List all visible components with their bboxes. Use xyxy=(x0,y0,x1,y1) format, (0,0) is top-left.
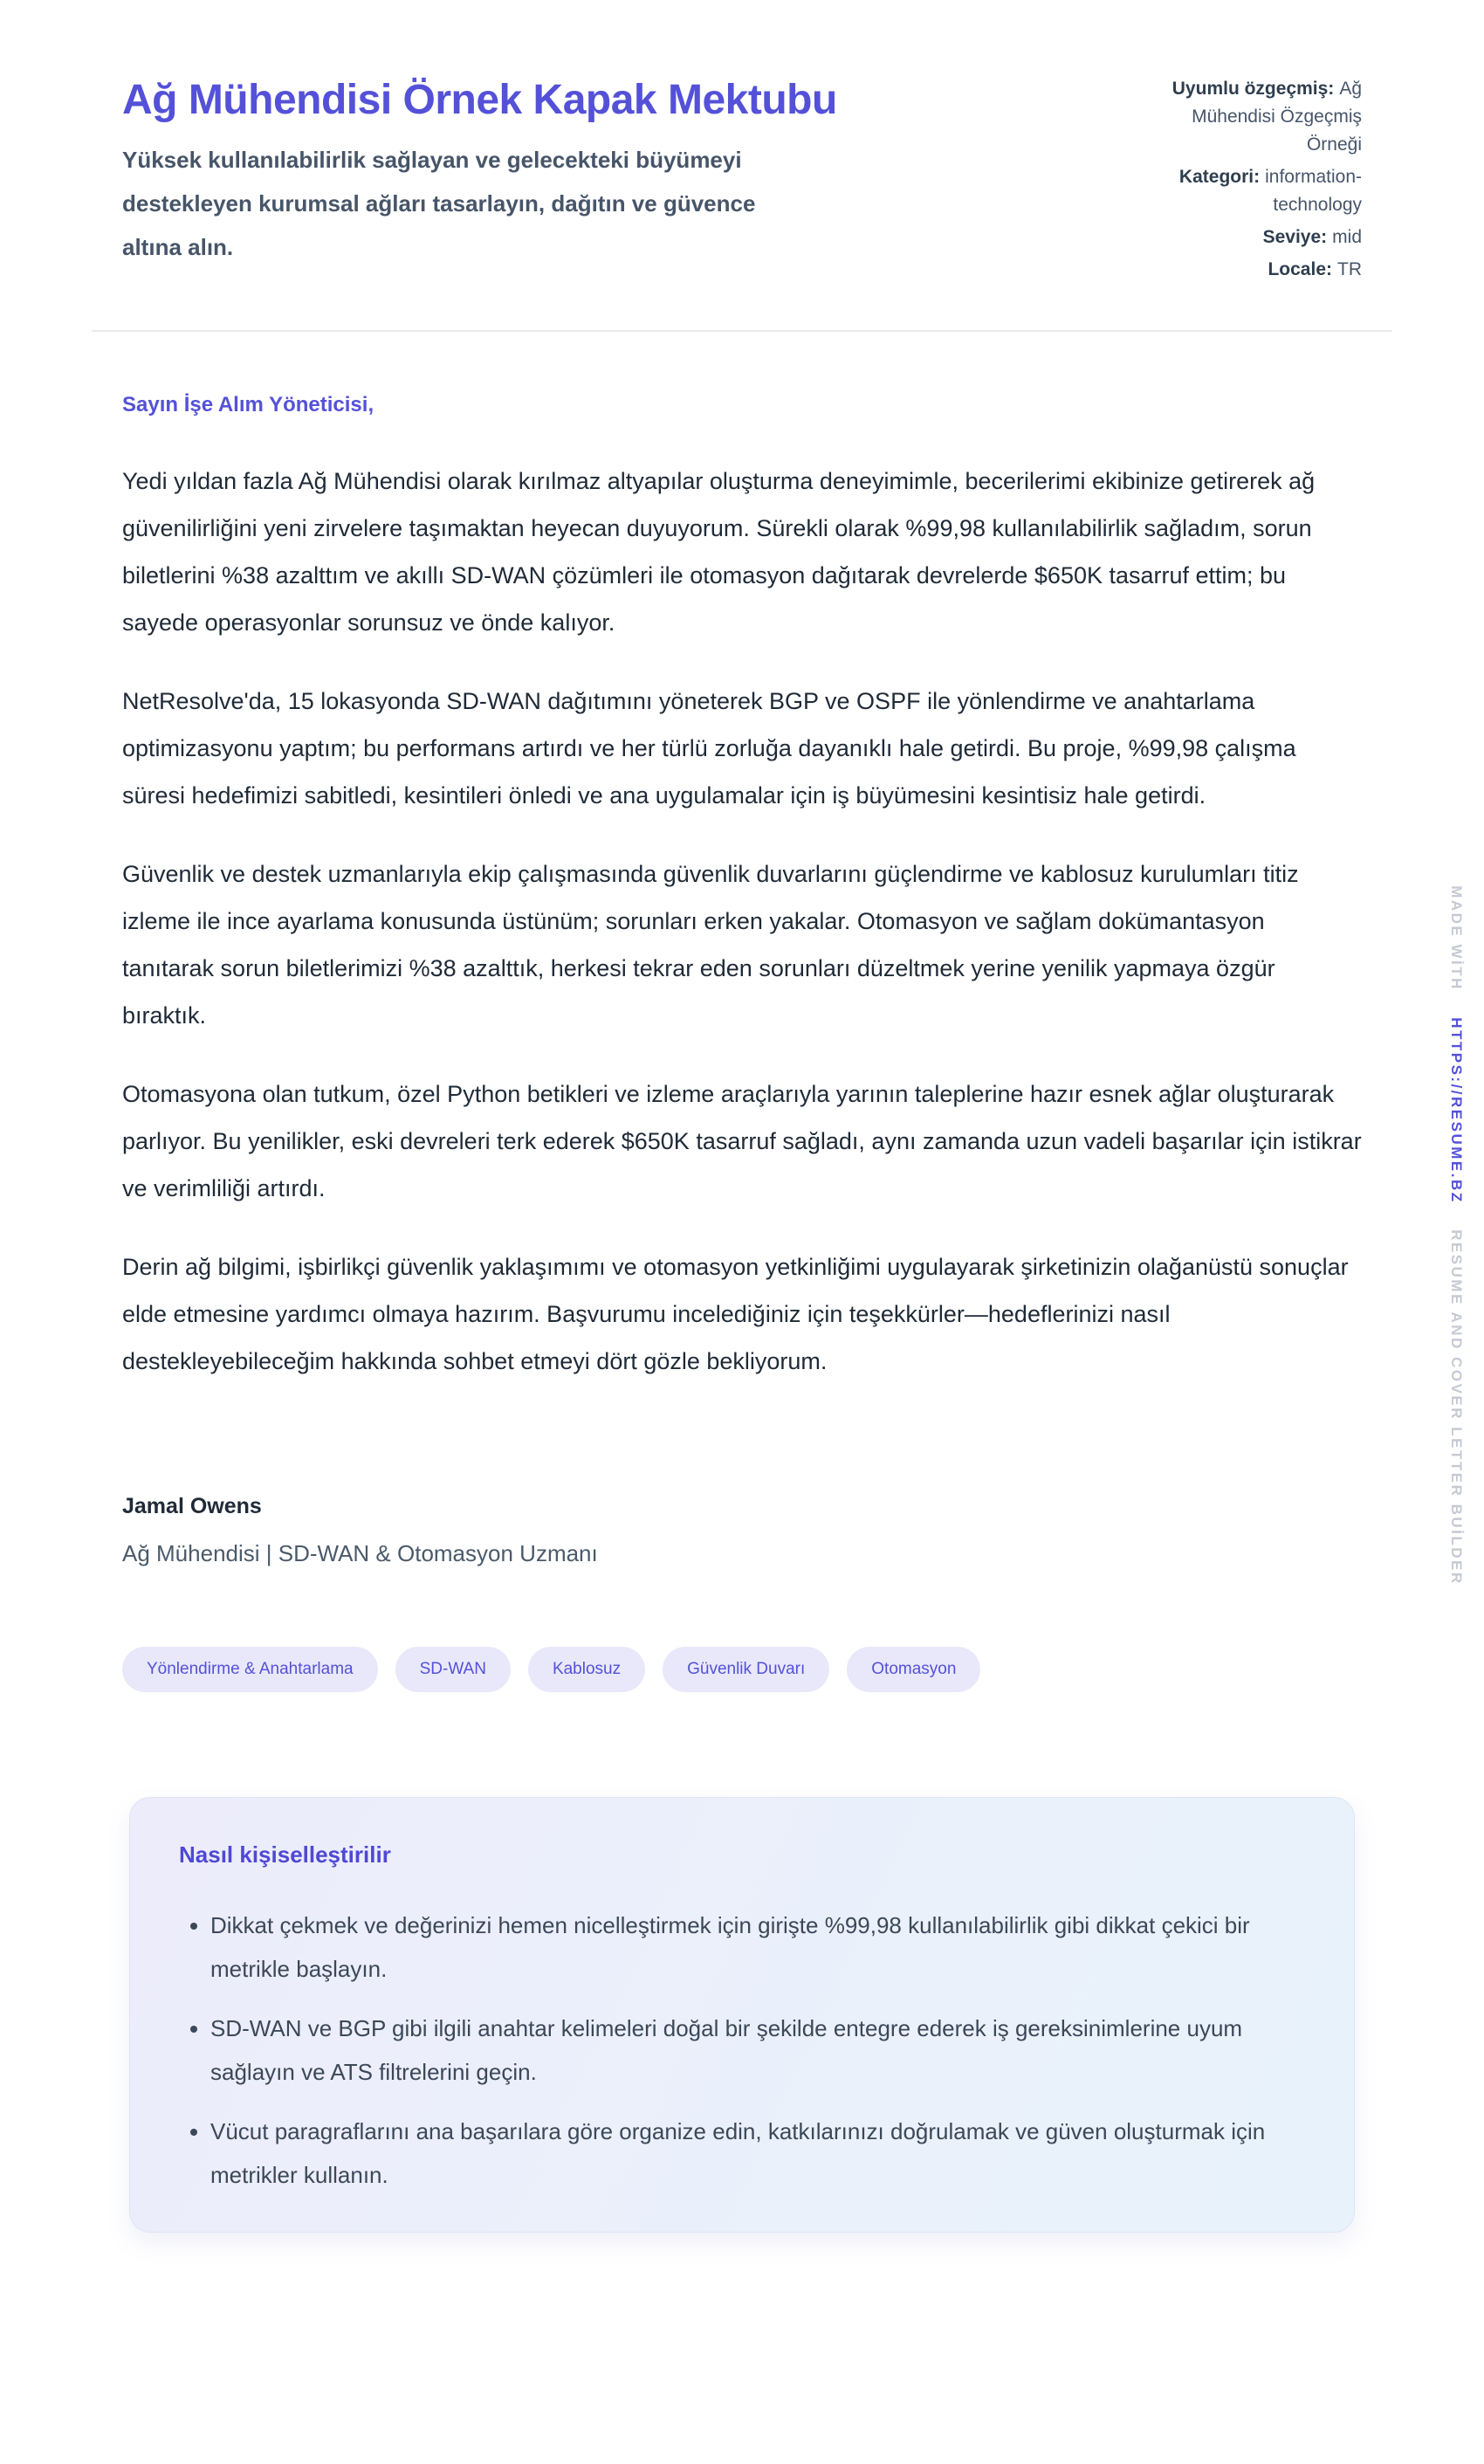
signature-block xyxy=(122,1483,1362,1577)
meta-panel xyxy=(1142,75,1362,288)
made-with-watermark xyxy=(1447,885,1465,1586)
skill-tags-row xyxy=(122,1647,1362,1692)
letter-paragraph-5: Derin ağ bilgimi, işbirlikçi güvenlik yaklaşımımı ve otomasyon yetkinliğimi uygulayarak şirketinizin olağanüstü sonuçlar elde etmesine yardımcı olmaya hazırım. Başvurumu incelediğiniz için teşekkürler—hedeflerinizi nasıl destekleyebileceğim hakkında sohbet etmeyi dört gözle bekliyorum. xyxy=(122,1254,1349,1374)
personalization-title: Nasıl kişiselleştirilir xyxy=(179,1841,391,1868)
meta-label: Uyumlu özgeçmiş: xyxy=(1171,79,1335,99)
letter-paragraph-2: NetResolve'da, 15 lokasyonda SD-WAN dağıtımını yöneterek BGP ve OSPF ile yönlendirme ve anahtarlama optimizasyonu yaptım; bu performans artırdı ve her türlü zorluğa dayanıklı hale getirdi. Bu proje, %99,98 çalışma süresi hedefimizi sabitledi, kesintileri önledi ve ana uygulamalar için iş büyümesini kesintisiz hale getirdi. xyxy=(122,688,1296,809)
page-subtitle: Yüksek kullanılabilirlik sağlayan ve gelecekteki büyümeyi destekleyen kurumsal ağları tasarlayın, dağıtın ve güvence altına alın. xyxy=(122,147,756,260)
meta-label: Kategori: xyxy=(1178,167,1261,187)
letter-paragraph-3: Güvenlik ve destek uzmanlarıyla ekip çalışmasında güvenlik duvarlarını güçlendirme ve kablosuz kurulumları titiz izleme ile ince ayarlama konusunda üstünüm; sorunları erken yakalar. Otomasyon ve sağlam dokümantasyon tanıtarak sorun biletlerimizi %38 azalttık, herkesi tekrar eden sorunları düzeltmek yerine yenilik yapmaya özgür bıraktık. xyxy=(122,861,1299,1029)
skill-tag-routing-switching[interactable]: Yönlendirme & Anahtarlama xyxy=(122,1647,378,1692)
personalization-tip-3: • Vücut paragraflarını ana başarılara göre organize edin, katkılarınızı doğrulamak ve güven oluşturmak için metrikler kullanın. xyxy=(210,2110,1305,2197)
meta-value: information-technology xyxy=(1265,167,1362,215)
letter-paragraph-1: Yedi yıldan fazla Ağ Mühendisi olarak kırılmaz altyapılar oluşturma deneyimimle, becerilerimi ekibinize getirerek ağ güvenilirliğini yeni zirvelere taşımaktan heyecan duyuyorum. Sürekli olarak %99,98 kullanılabilirlik sağladım, sorun biletlerini %38 azalttım ve akıllı SD-WAN çözümleri ile otomasyon dağıtarak devrelerde $650K tasarruf ettim; bu sayede operasyonlar sorunsuz ve önde kalıyor. xyxy=(122,468,1316,636)
page-title: Ağ Mühendisi Örnek Kapak Mektubu xyxy=(122,77,837,123)
watermark-prefix: MADE WİTH xyxy=(1448,885,1465,991)
signature-title: Ağ Mühendisi | SD-WAN & Otomasyon Uzmanı xyxy=(122,1540,598,1566)
watermark-resume-bz-link[interactable]: HTTPS://RESUME.BZ xyxy=(1448,1016,1465,1204)
header-divider xyxy=(92,330,1392,332)
watermark-suffix: RESUME AND COVER LETTER BUİLDER xyxy=(1448,1229,1465,1586)
signature-name: Jamal Owens xyxy=(122,1494,262,1518)
personalization-list xyxy=(179,1903,1305,2197)
letter-body xyxy=(122,458,1362,1385)
header-title-block xyxy=(122,75,1107,269)
meta-row-category xyxy=(1142,163,1362,219)
skill-tag-firewall[interactable]: Güvenlik Duvarı xyxy=(663,1647,829,1692)
meta-value: Ağ Mühendisi Özgeçmiş Örneği xyxy=(1192,79,1362,155)
meta-value: TR xyxy=(1337,259,1362,279)
personalization-tip-1: • Dikkat çekmek ve değerinizi hemen nicelleştirmek için girişte %99,98 kullanılabilirlik gibi dikkat çekici bir metrikle başlayın. xyxy=(210,1903,1305,1991)
meta-row-locale xyxy=(1142,256,1362,284)
skill-tag-sdwan[interactable]: SD-WAN xyxy=(395,1647,511,1692)
skill-tag-automation[interactable]: Otomasyon xyxy=(847,1647,980,1692)
meta-value: mid xyxy=(1332,227,1362,247)
personalization-box xyxy=(129,1797,1355,2233)
meta-label: Locale: xyxy=(1268,259,1332,279)
letter-main xyxy=(122,393,1362,1577)
meta-row-matching-resume xyxy=(1142,75,1362,159)
meta-label: Seviye: xyxy=(1262,227,1328,247)
letter-paragraph-4: Otomasyona olan tutkum, özel Python betikleri ve izleme araçlarıyla yarının taleplerine hazır esnek ağlar oluşturarak parlıyor. Bu yenilikler, eski devreleri terk ederek $650K tasarruf sağladı, aynı zamanda uzun vadeli başarılar için istikrar ve verimliliği artırdı. xyxy=(122,1081,1362,1201)
page-header xyxy=(122,0,1362,288)
personalization-tip-2: • SD-WAN ve BGP gibi ilgili anahtar kelimeleri doğal bir şekilde entegre ederek iş gereksinimlerine uyum sağlayın ve ATS filtrelerini geçin. xyxy=(210,2006,1305,2094)
skill-tag-wireless[interactable]: Kablosuz xyxy=(528,1647,645,1692)
meta-row-level xyxy=(1142,224,1362,251)
letter-greeting: Sayın İşe Alım Yöneticisi, xyxy=(122,393,374,416)
